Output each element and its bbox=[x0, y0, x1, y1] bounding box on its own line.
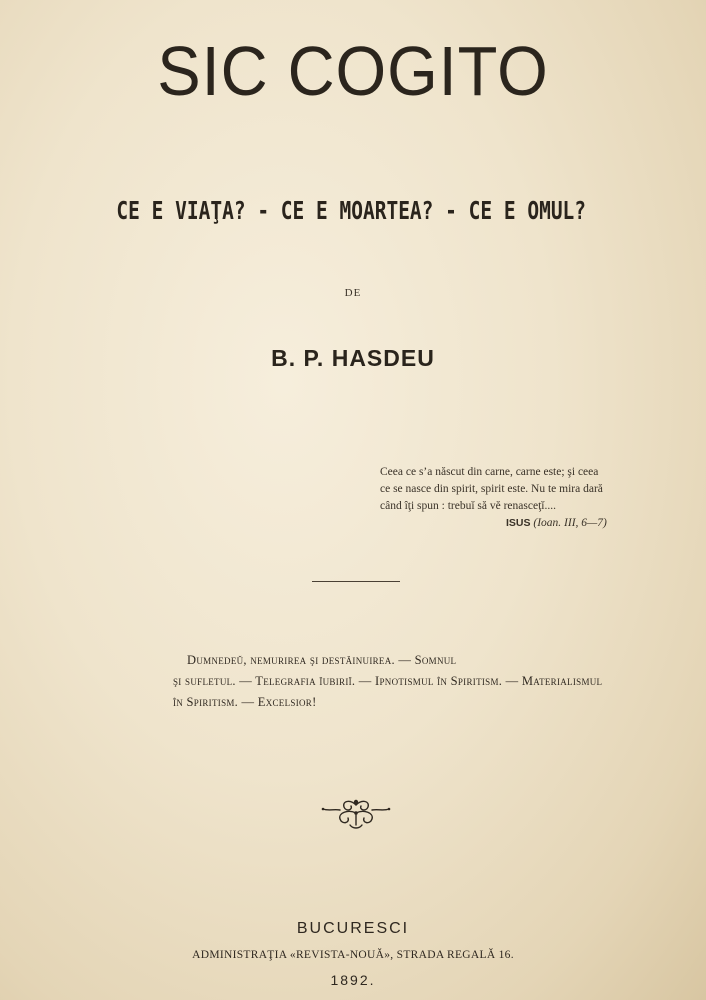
imprint-city: BUCURESCI bbox=[296, 920, 410, 937]
book-subtitle: CE E VIAŢA? - CE E MOARTEA? - CE E OMUL? bbox=[116, 196, 587, 225]
imprint-year: 1892. bbox=[330, 972, 376, 988]
epigraph-line: ce se nasce din spirit, spirit este. Nu te mira dară bbox=[380, 483, 603, 495]
epigraph bbox=[380, 464, 680, 532]
contents-line: Dumnedeŭ, nemurirea şi destăinuirea. — Somnul bbox=[187, 653, 457, 667]
divider-rule bbox=[312, 581, 400, 582]
fleuron-ornament-icon bbox=[320, 795, 392, 831]
byline-prefix: DE bbox=[344, 287, 362, 299]
author-name: B. P. HASDEU bbox=[271, 345, 435, 371]
attribution-name: ISUS bbox=[506, 517, 531, 529]
epigraph-attribution bbox=[380, 515, 680, 532]
epigraph-line: Ceea ce s’a născut din carne, carne este; şi ceea bbox=[380, 466, 599, 478]
imprint-publisher: ADMINISTRAŢIA «REVISTA-NOUĂ», STRADA REGALĂ 16. bbox=[192, 949, 514, 961]
contents-line: în Spiritism. — Excelsior! bbox=[173, 695, 317, 709]
book-title: SIC COGITO bbox=[157, 32, 549, 110]
contents-line: şi sufletul. — Telegrafia ĭubiriĭ. — Ipnotismul în Spiritism. — Materialismul bbox=[173, 674, 603, 688]
attribution-reference: (Ioan. III, 6—7) bbox=[533, 517, 607, 529]
epigraph-line: când îţi spun : trebuĭ să vĕ renasceţĭ.... bbox=[380, 500, 556, 512]
contents-summary bbox=[173, 650, 650, 713]
